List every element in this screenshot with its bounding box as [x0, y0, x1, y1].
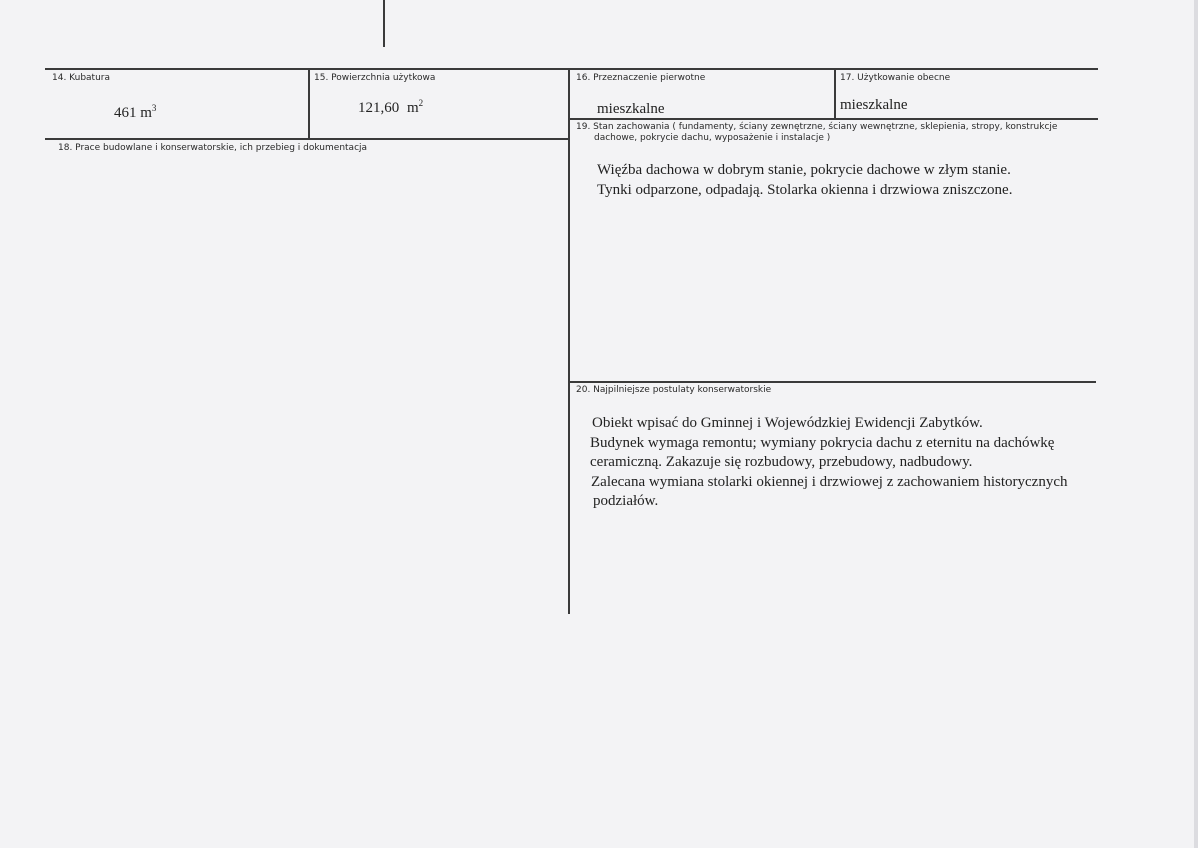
uzytkowanie-label: 17. Użytkowanie obecne: [840, 73, 951, 83]
rule-above-18: [45, 138, 569, 140]
postulaty-line: ceramiczną. Zakazuje się rozbudowy, przebudowy, nadbudowy.: [590, 454, 973, 470]
top-rule: [45, 68, 1098, 70]
postulaty-line: Obiekt wpisać do Gminnej i Wojewódzkiej Ewidencji Zabytków.: [592, 415, 983, 431]
rule-above-20: [568, 381, 1096, 383]
postulaty-line: Budynek wymaga remontu; wymiany pokrycia dachu z eternitu na dachówkę: [590, 434, 1055, 451]
kubatura-label: 14. Kubatura: [52, 73, 111, 83]
powierzchnia-exponent: 2: [418, 98, 424, 108]
postulaty-line: podziałów.: [593, 493, 659, 509]
powierzchnia-unit: m: [407, 100, 419, 116]
page-edge: [1194, 0, 1198, 848]
postulaty-label: 20. Najpilniejsze postulaty konserwatorskie: [576, 385, 772, 395]
prace-label: 18. Prace budowlane i konserwatorskie, ich przebieg i dokumentacja: [58, 143, 368, 153]
przeznaczenie-value: mieszkalne: [597, 101, 665, 117]
stan-line: Więźba dachowa w dobrym stanie, pokrycie dachowe w złym stanie.: [597, 162, 1011, 178]
uzytkowanie-value: mieszkalne: [840, 97, 908, 113]
stan-description: [597, 161, 1012, 200]
rule-under-16-17: [568, 118, 1098, 120]
kubatura-value: [114, 104, 156, 122]
binding-mark-line: [383, 0, 385, 47]
stan-label-line2: dachowe, pokrycie dachu, wyposażenie i instalacje ): [594, 133, 831, 143]
powierzchnia-number: 121,60: [358, 100, 400, 116]
kubatura-number: 461: [114, 105, 137, 121]
divider-14-15: [308, 68, 310, 138]
stan-line: Tynki odparzone, odpadają. Stolarka okienna i drzwiowa zniszczone.: [597, 181, 1013, 198]
postulaty-description: [590, 414, 1067, 512]
divider-16-17: [834, 68, 836, 118]
przeznaczenie-label: 16. Przeznaczenie pierwotne: [576, 73, 706, 83]
center-divider: [568, 68, 570, 614]
kubatura-exponent: 3: [151, 103, 157, 113]
powierzchnia-label: 15. Powierzchnia użytkowa: [314, 73, 436, 83]
stan-label-line1: 19. Stan zachowania ( fundamenty, ściany zewnętrzne, ściany wewnętrzne, sklepienia, stropy, konstrukcje: [576, 122, 1058, 132]
powierzchnia-value: [358, 99, 423, 117]
kubatura-unit: m: [140, 105, 152, 121]
postulaty-line: Zalecana wymiana stolarki okiennej i drzwiowej z zachowaniem historycznych: [591, 473, 1068, 490]
